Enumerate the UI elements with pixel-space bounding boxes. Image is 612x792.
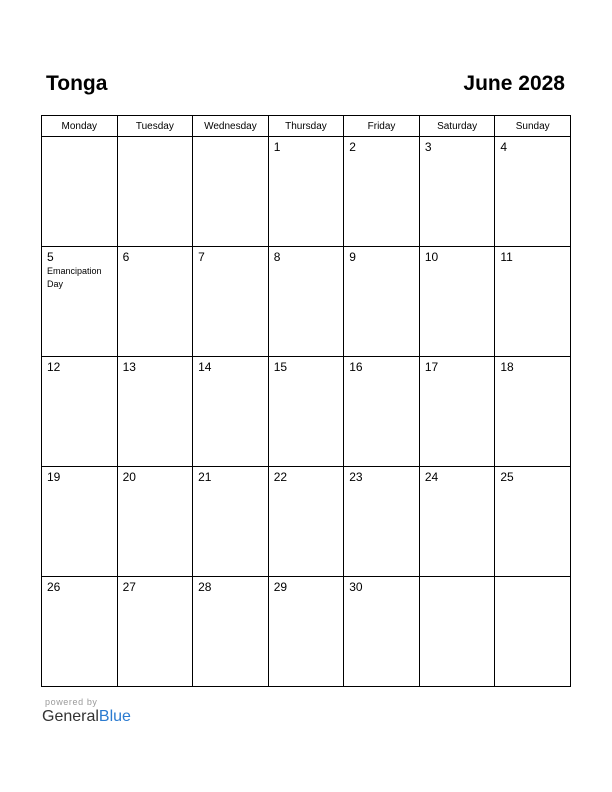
day-cell — [117, 137, 193, 247]
day-cell — [344, 247, 420, 357]
day-number: 2 — [349, 140, 356, 154]
weekday-header-row — [42, 116, 571, 137]
day-cell — [193, 137, 269, 247]
weekday-header: Monday — [42, 116, 118, 137]
day-cell — [42, 137, 118, 247]
weekday-header: Friday — [344, 116, 420, 137]
day-cell — [42, 357, 118, 467]
day-cell — [419, 467, 495, 577]
day-cell — [268, 137, 344, 247]
day-cell — [419, 137, 495, 247]
day-number: 4 — [500, 140, 508, 154]
day-number — [420, 577, 495, 581]
day-cell — [42, 577, 118, 687]
day-cell — [419, 577, 495, 687]
day-number: 23 — [349, 470, 363, 484]
day-cell — [117, 467, 193, 577]
day-number: 16 — [349, 360, 363, 374]
day-number: 11 — [500, 250, 513, 264]
day-number: 27 — [122, 580, 136, 594]
day-number: 14 — [198, 360, 212, 374]
week-row — [42, 247, 571, 357]
day-cell — [495, 137, 571, 247]
day-number — [118, 137, 193, 141]
day-cell — [117, 247, 193, 357]
day-number: 24 — [424, 470, 439, 484]
day-number: 8 — [273, 250, 281, 264]
day-number: 15 — [273, 360, 288, 374]
weekday-header: Tuesday — [117, 116, 193, 137]
day-number: 10 — [424, 250, 439, 264]
day-number: 30 — [349, 580, 363, 594]
day-cell — [42, 467, 118, 577]
day-number: 18 — [500, 360, 514, 374]
day-cell — [268, 577, 344, 687]
day-number: 22 — [273, 470, 288, 484]
week-row — [42, 137, 571, 247]
day-cell — [495, 577, 571, 687]
day-number: 7 — [198, 250, 205, 264]
day-number: 20 — [122, 470, 136, 484]
day-number: 21 — [198, 470, 212, 484]
week-row — [42, 467, 571, 577]
day-number: 26 — [47, 580, 61, 594]
day-cell — [344, 357, 420, 467]
day-number: 5 — [47, 250, 54, 264]
generalblue-logo[interactable] — [42, 708, 131, 726]
day-number — [495, 577, 570, 581]
day-number — [193, 137, 268, 141]
weekday-header: Saturday — [419, 116, 495, 137]
weekday-header: Wednesday — [193, 116, 269, 137]
day-cell — [117, 357, 193, 467]
day-number: 17 — [424, 360, 439, 374]
day-cell — [268, 247, 344, 357]
month-year-title: June 2028 — [463, 72, 565, 95]
day-cell — [419, 247, 495, 357]
day-number: 12 — [47, 360, 61, 374]
day-number: 25 — [500, 470, 514, 484]
day-cell — [495, 247, 571, 357]
week-row — [42, 357, 571, 467]
week-row — [42, 577, 571, 687]
weekday-header: Thursday — [268, 116, 344, 137]
day-cell — [419, 357, 495, 467]
day-cell — [42, 247, 118, 357]
calendar-grid — [41, 115, 571, 687]
day-cell — [193, 577, 269, 687]
day-cell — [495, 357, 571, 467]
day-number: 29 — [273, 580, 288, 594]
day-cell — [193, 467, 269, 577]
day-cell — [344, 467, 420, 577]
country-title: Tonga — [46, 72, 108, 95]
day-cell — [193, 357, 269, 467]
logo-text-blue: Blue — [98, 708, 131, 725]
day-number: 1 — [273, 140, 281, 154]
day-number — [42, 137, 117, 141]
day-number: 28 — [198, 580, 212, 594]
day-number: 13 — [122, 360, 136, 374]
day-cell — [495, 467, 571, 577]
holiday-label: Emancipation Day — [47, 266, 102, 289]
day-cell — [268, 357, 344, 467]
day-cell — [344, 577, 420, 687]
weekday-header: Sunday — [495, 116, 571, 137]
day-number: 3 — [424, 140, 432, 154]
day-cell — [193, 247, 269, 357]
powered-by-text: powered by — [45, 697, 98, 707]
logo-text-general: General — [42, 708, 99, 725]
day-cell — [268, 467, 344, 577]
day-number: 6 — [122, 250, 130, 264]
day-cell — [344, 137, 420, 247]
day-cell — [117, 577, 193, 687]
day-number: 9 — [349, 250, 356, 264]
day-number: 19 — [47, 470, 61, 484]
